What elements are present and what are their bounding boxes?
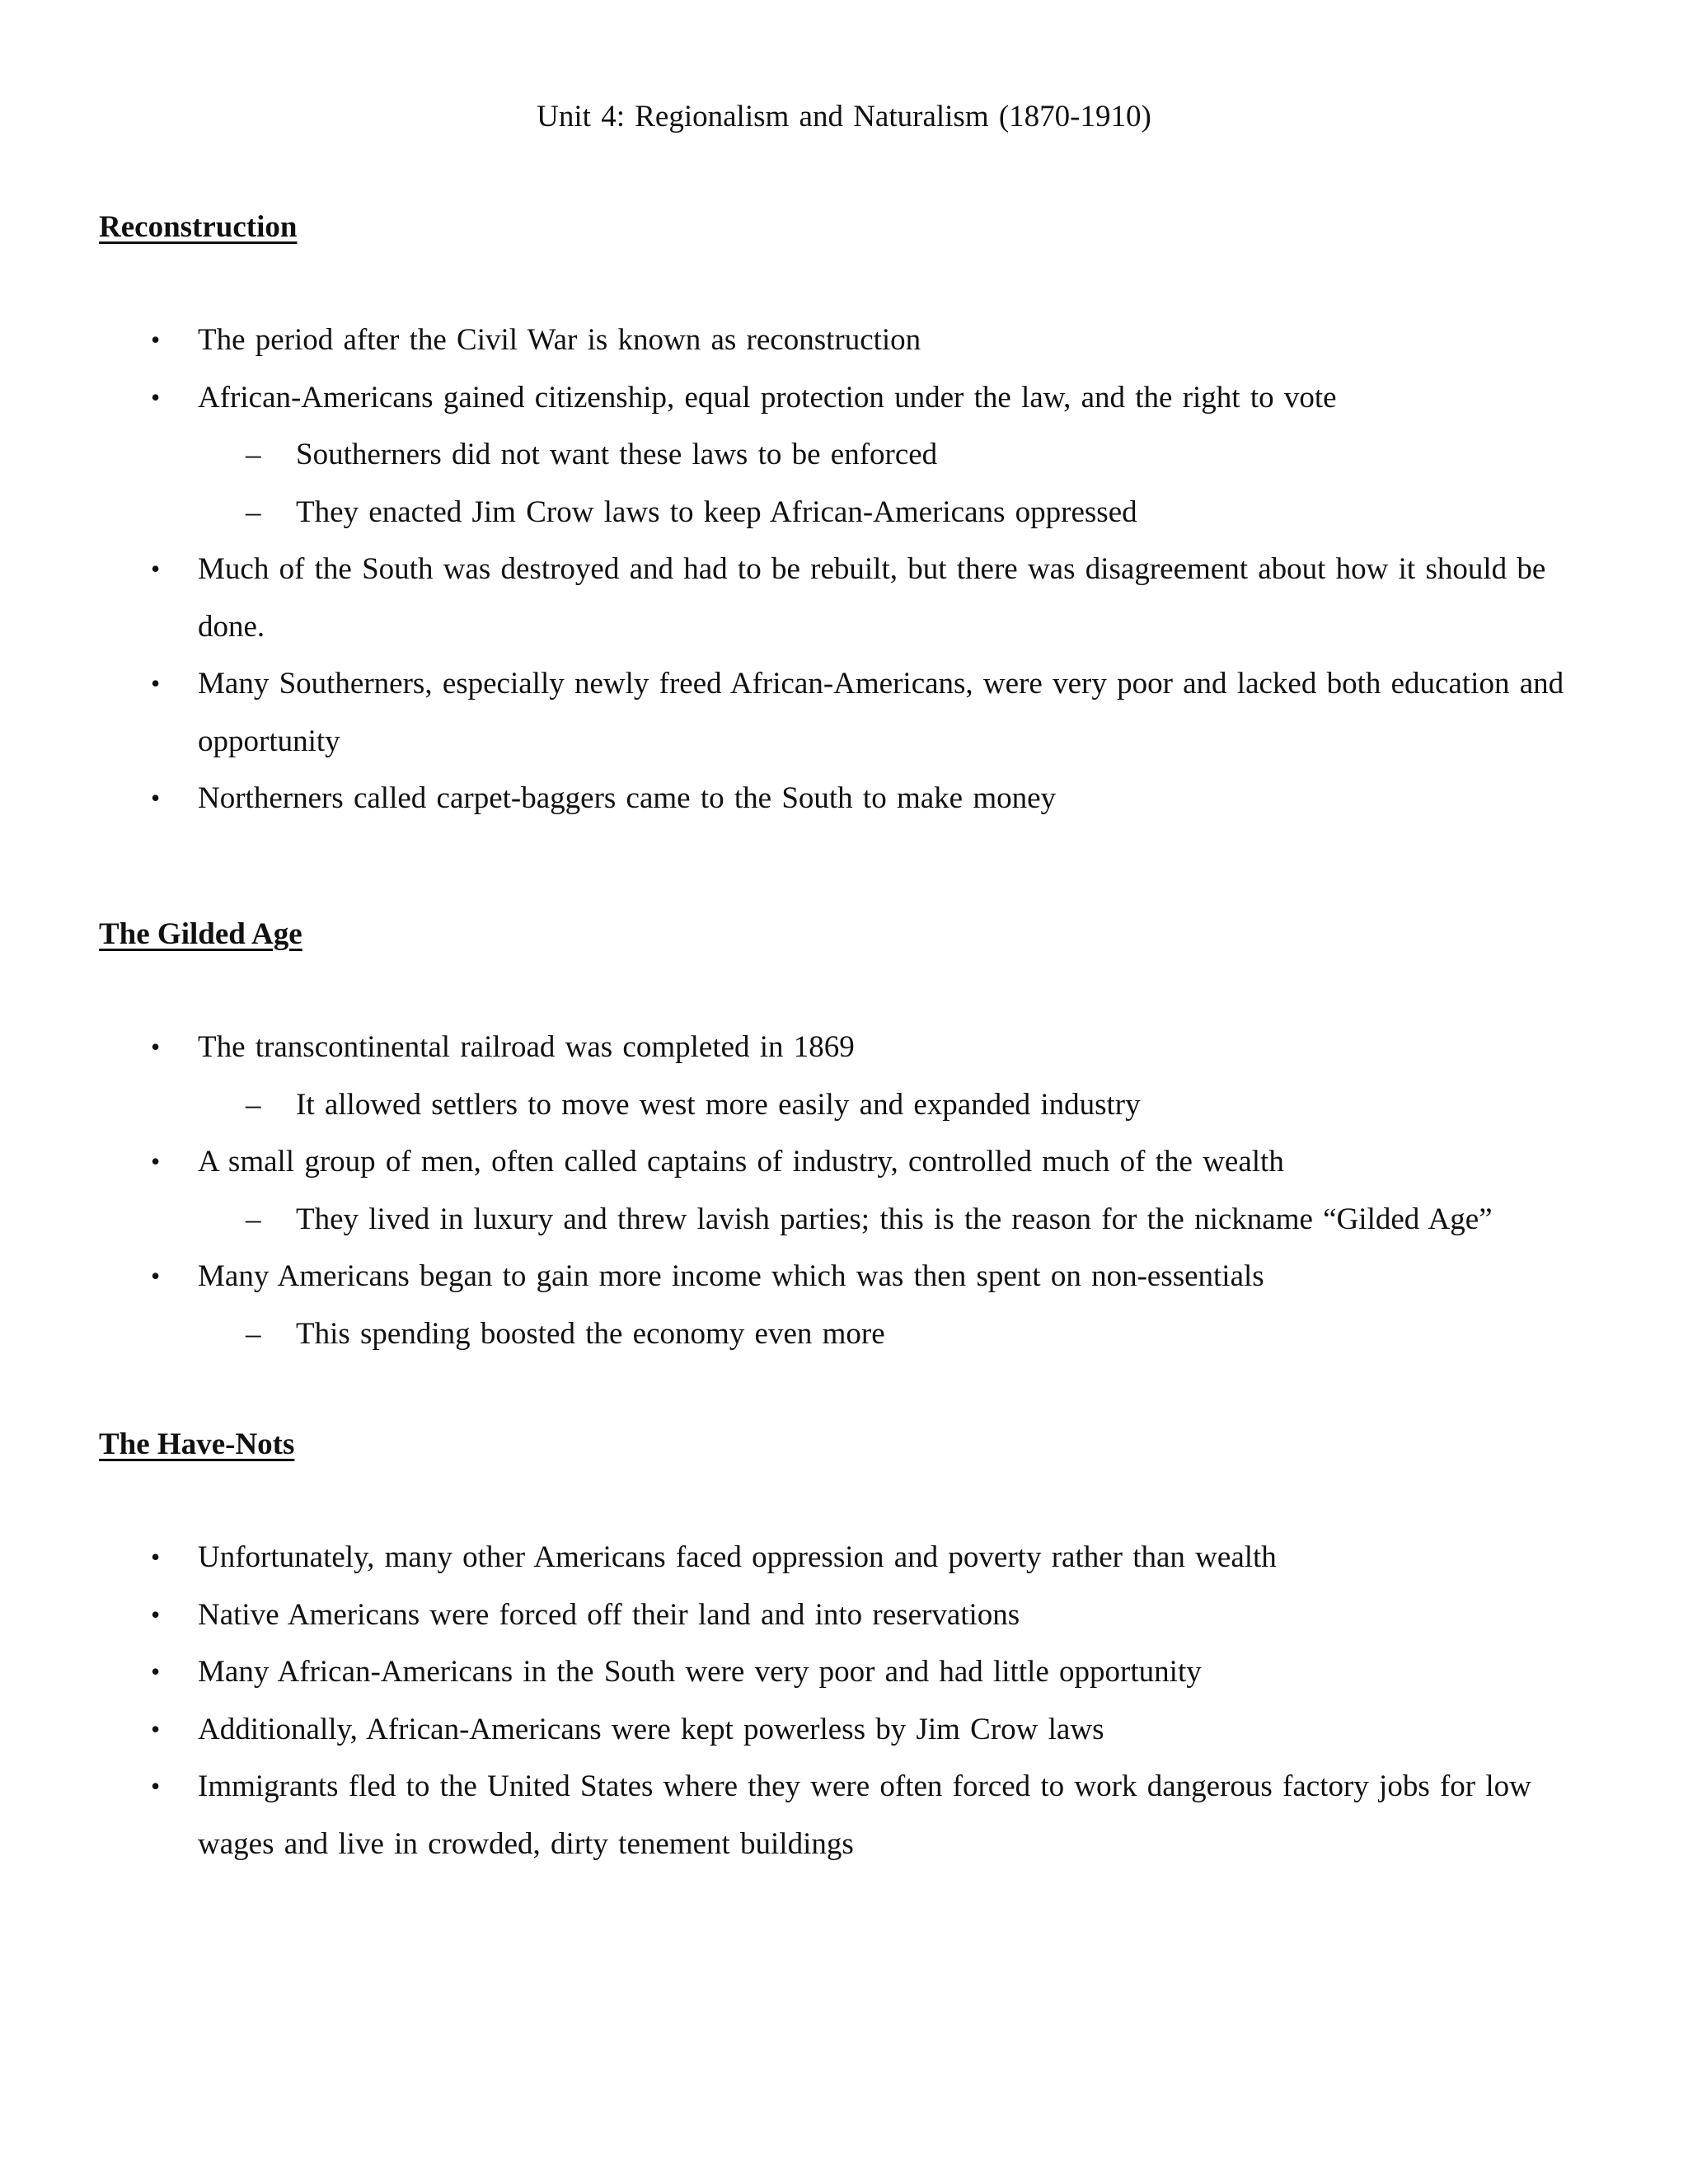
bullet-icon: •	[151, 668, 161, 698]
dash-icon: –	[246, 438, 261, 471]
section-heading-have-nots: The Have-Nots	[99, 1427, 295, 1461]
list-item-text: African-Americans gained citizenship, equal protection under the law, and the right to vote	[198, 380, 1337, 415]
list-item-text: This spending boosted the economy even more	[296, 1316, 885, 1351]
list-item-text: It allowed settlers to move west more easily and expanded industry	[296, 1087, 1141, 1122]
bullet-icon: •	[151, 1657, 161, 1686]
list-item	[0, 369, 1566, 427]
bullet-icon: •	[151, 783, 161, 813]
page-title: Unit 4: Regionalism and Naturalism (1870-1910)	[537, 100, 1151, 134]
bullet-list-gilded-age	[0, 1019, 1688, 1362]
sub-list-item	[0, 1191, 1615, 1249]
list-item	[0, 655, 1566, 770]
list-item	[0, 1586, 1566, 1644]
list-item	[0, 312, 1566, 369]
list-item-text: They lived in luxury and threw lavish parties; this is the reason for the nickname “Gilded Age”	[296, 1202, 1493, 1236]
list-item	[0, 1701, 1566, 1759]
bullet-icon: •	[151, 325, 161, 354]
sub-list-item	[0, 484, 1615, 541]
bullet-icon: •	[151, 1599, 161, 1629]
bullet-icon: •	[151, 1032, 161, 1062]
bullet-icon: •	[151, 1542, 161, 1572]
dash-icon: –	[246, 494, 261, 529]
section-heading-gilded-age: The Gilded Age	[99, 917, 302, 951]
list-item-text: Immigrants fled to the United States where they were often forced to work dangerous factory jobs for low wages and live in crowded, dirty tenement buildings	[198, 1769, 1531, 1861]
bullet-icon: •	[151, 1713, 161, 1744]
sub-list-item	[0, 1076, 1615, 1134]
bullet-icon: •	[151, 1146, 161, 1176]
list-item-text: They enacted Jim Crow laws to keep African-Americans oppressed	[296, 494, 1137, 529]
list-item-text: Northerners called carpet-baggers came to the South to make money	[198, 781, 1057, 815]
bullet-icon: •	[151, 1771, 161, 1801]
dash-icon: –	[246, 1202, 261, 1236]
list-item	[0, 1529, 1566, 1586]
list-item-text: Southerners did not want these laws to be enforced	[296, 438, 938, 471]
list-item	[0, 1758, 1566, 1872]
section-heading-reconstruction: Reconstruction	[99, 210, 298, 244]
list-item-text: Many Americans began to gain more income which was then spent on non-essentials	[198, 1259, 1264, 1293]
sub-list-item	[0, 1305, 1615, 1363]
list-item-text: Unfortunately, many other Americans faced oppression and poverty rather than wealth	[198, 1540, 1277, 1574]
list-item	[0, 541, 1566, 655]
bullet-icon: •	[151, 382, 161, 412]
list-item-text: Much of the South was destroyed and had to be rebuilt, but there was disagreement about how it should be done.	[198, 552, 1546, 644]
list-item-text: Many African-Americans in the South were very poor and had little opportunity	[198, 1655, 1202, 1689]
list-item	[0, 1133, 1566, 1191]
list-item	[0, 770, 1566, 827]
list-item-text: A small group of men, often called captains of industry, controlled much of the wealth	[198, 1145, 1284, 1179]
bullet-list-reconstruction	[0, 312, 1688, 827]
list-item-text: Native Americans were forced off their land and into reservations	[198, 1597, 1020, 1632]
dash-icon: –	[246, 1316, 261, 1351]
bullet-list-have-nots	[0, 1529, 1688, 1872]
list-item	[0, 1643, 1566, 1701]
list-item	[0, 1248, 1566, 1305]
list-item-text: The period after the Civil War is known as reconstruction	[198, 323, 921, 357]
sub-list-item	[0, 426, 1615, 484]
list-item-text: Many Southerners, especially newly freed African-Americans, were very poor and lacked both education and opportunity	[198, 667, 1564, 758]
list-item-text: The transcontinental railroad was completed in 1869	[198, 1030, 855, 1064]
bullet-icon: •	[151, 554, 161, 583]
bullet-icon: •	[151, 1261, 161, 1291]
list-item	[0, 1019, 1566, 1076]
dash-icon: –	[246, 1087, 261, 1122]
list-item-text: Additionally, African-Americans were kept powerless by Jim Crow laws	[198, 1712, 1104, 1746]
